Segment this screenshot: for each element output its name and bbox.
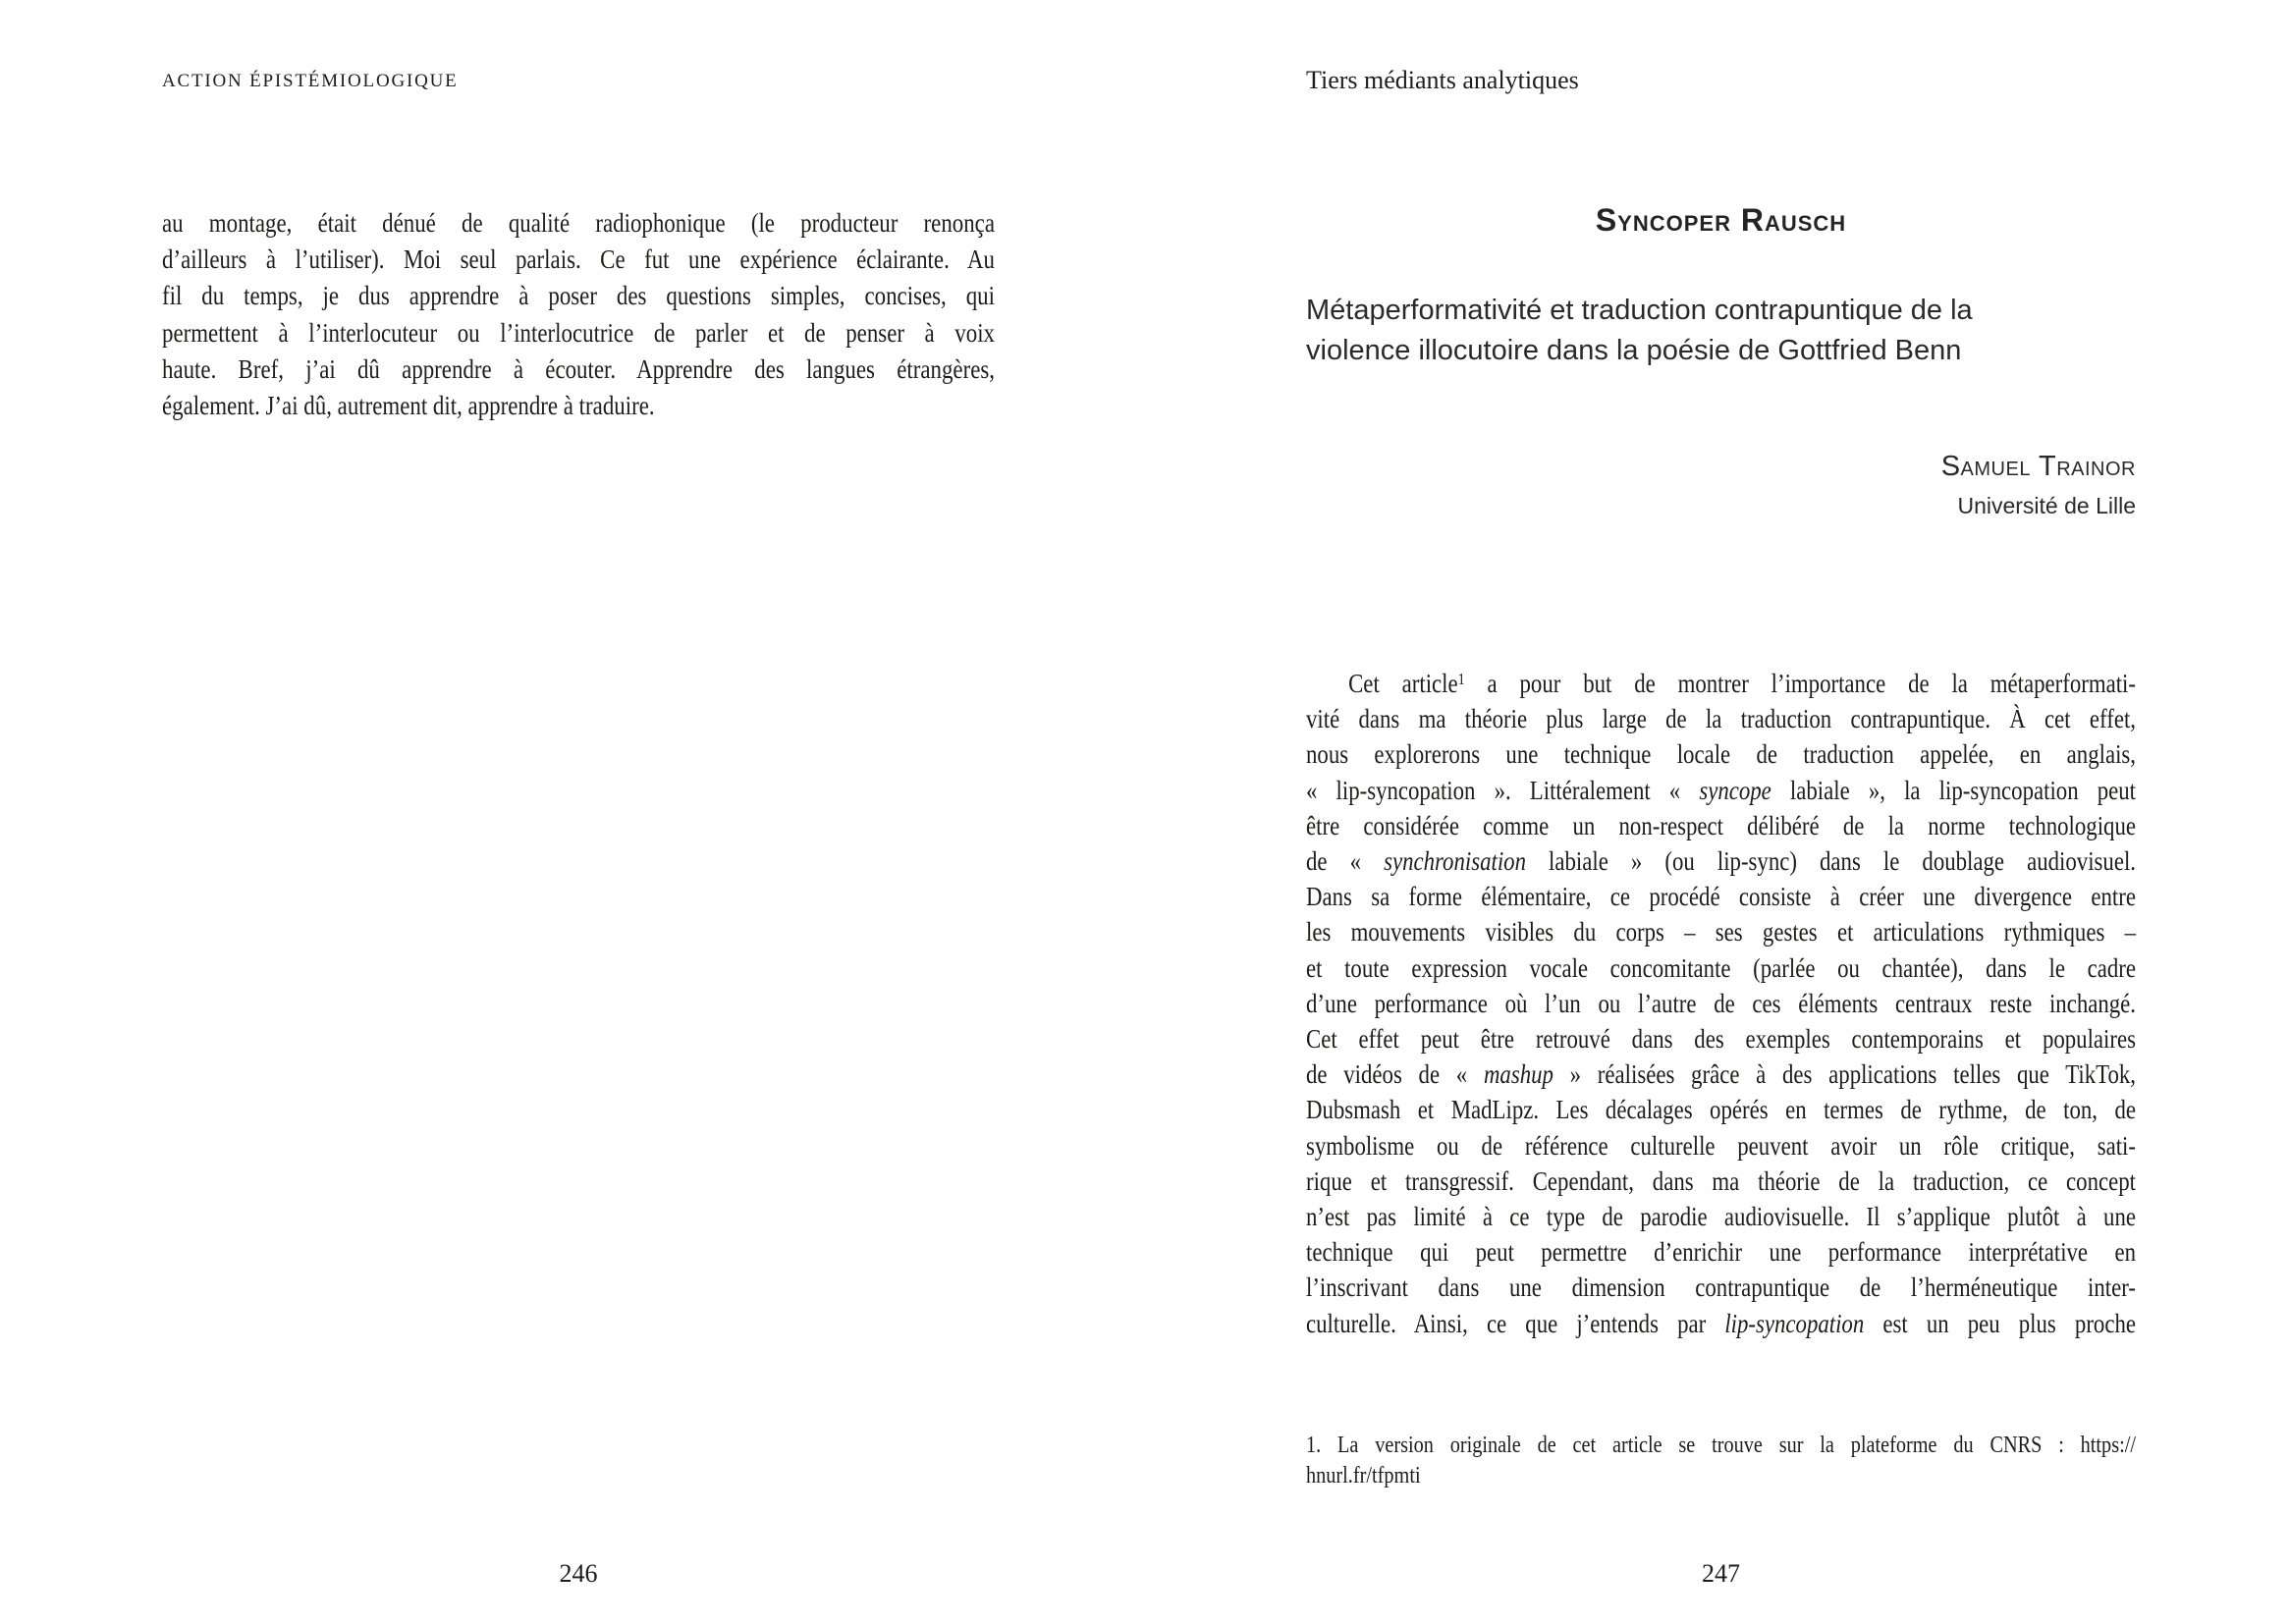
text-line: d’une performance où l’un ou l’autre de ces éléments centraux reste inchangé. (1306, 988, 2136, 1018)
text-line: symbolisme ou de référence culturelle peuvent avoir un rôle critique, sati- (1306, 1130, 2136, 1161)
text-line: « lip-syncopation ». Littéralement « syncope labiale », la lip-syncopation peut (1306, 775, 2136, 805)
text-line: de vidéos de « mashup » réalisées grâce à des applications telles que TikTok, (1306, 1059, 2136, 1090)
text-line: technique qui peut permettre d’enrichir une performance interprétative en (1306, 1237, 2136, 1268)
text-line: rique et transgressif. Cependant, dans ma théorie de la traduction, ce concept (1306, 1165, 2136, 1196)
text-line: Cet effet peut être retrouvé dans des exemples contemporains et populaires (1306, 1024, 2136, 1055)
text-line: Dans sa forme élémentaire, ce procédé consiste à créer une divergence entre (1306, 882, 2136, 912)
text-line: 1. La version originale de cet article se trouve sur la plateforme du CNRS : https:// (1306, 1433, 2136, 1458)
page-number-right: 247 (1702, 1559, 1740, 1588)
text-line: permettent à l’interlocuteur ou l’interlocutrice de parler et de penser à voix (162, 317, 995, 348)
running-head-right: Tiers médiants analytiques (1306, 66, 1579, 94)
text-line: fil du temps, je dus apprendre à poser des questions simples, concises, qui (162, 281, 995, 311)
text-line: vité dans ma théorie plus large de la traduction contrapuntique. À cet effet, (1306, 704, 2136, 734)
author-affiliation: Université de Lille (1957, 493, 2136, 518)
article-title: Syncoper Rausch (1595, 202, 1847, 238)
text-line: d’ailleurs à l’utiliser). Moi seul parlais. Ce fut une expérience éclairante. Au (162, 244, 995, 275)
text-line: les mouvements visibles du corps – ses gestes et articulations rythmiques – (1306, 917, 2136, 947)
author-name: Samuel Trainor (1940, 451, 2136, 482)
article-body (1306, 666, 2136, 1341)
article-subtitle (1306, 291, 2136, 370)
text-line: de « synchronisation labiale » (ou lip-sync) dans le doublage audiovisuel. (1306, 846, 2137, 877)
text-line: violence illocutoire dans la poésie de Gottfried Benn (1306, 334, 1962, 366)
left-page-paragraph (162, 205, 995, 424)
text-line: Cet article$^1$ a pour but de montrer l’importance de la métaperformati- (1348, 669, 2136, 698)
text-line: au montage, était dénué de qualité radiophonique (le producteur renonça (162, 208, 995, 238)
text-line: l’inscrivant dans une dimension contrapuntique de l’herméneutique inter- (1306, 1272, 2136, 1303)
text-line: haute. Bref, j’ai dû apprendre à écouter. Apprendre des langues étrangères, (162, 353, 995, 384)
text-line: Métaperformativité et traduction contrapuntique de la (1306, 295, 1973, 326)
text-line: hnurl.fr/tfpmti (1306, 1462, 1421, 1489)
footnote (1306, 1431, 2136, 1491)
text-line: nous explorerons une technique locale de traduction appelée, en anglais, (1306, 739, 2136, 770)
running-head-left: ACTION ÉPISTÉMIOLOGIQUE (162, 71, 459, 91)
author-block (1306, 450, 2136, 520)
text-line: être considérée comme un non-respect délibéré de la norme technologique (1306, 810, 2136, 840)
text-line: Dubsmash et MadLipz. Les décalages opérés en termes de rythme, de ton, de (1306, 1095, 2136, 1125)
page-number-left: 246 (559, 1559, 598, 1588)
text-line: et toute expression vocale concomitante (parlée ou chantée), dans le cadre (1306, 952, 2136, 983)
text-line: n’est pas limité à ce type de parodie audiovisuelle. Il s’applique plutôt à une (1306, 1202, 2136, 1232)
text-line: culturelle. Ainsi, ce que j’entends par lip-syncopation est un peu plus proche (1306, 1308, 2136, 1338)
text-line: également. J’ai dû, autrement dit, apprendre à traduire. (162, 391, 655, 421)
